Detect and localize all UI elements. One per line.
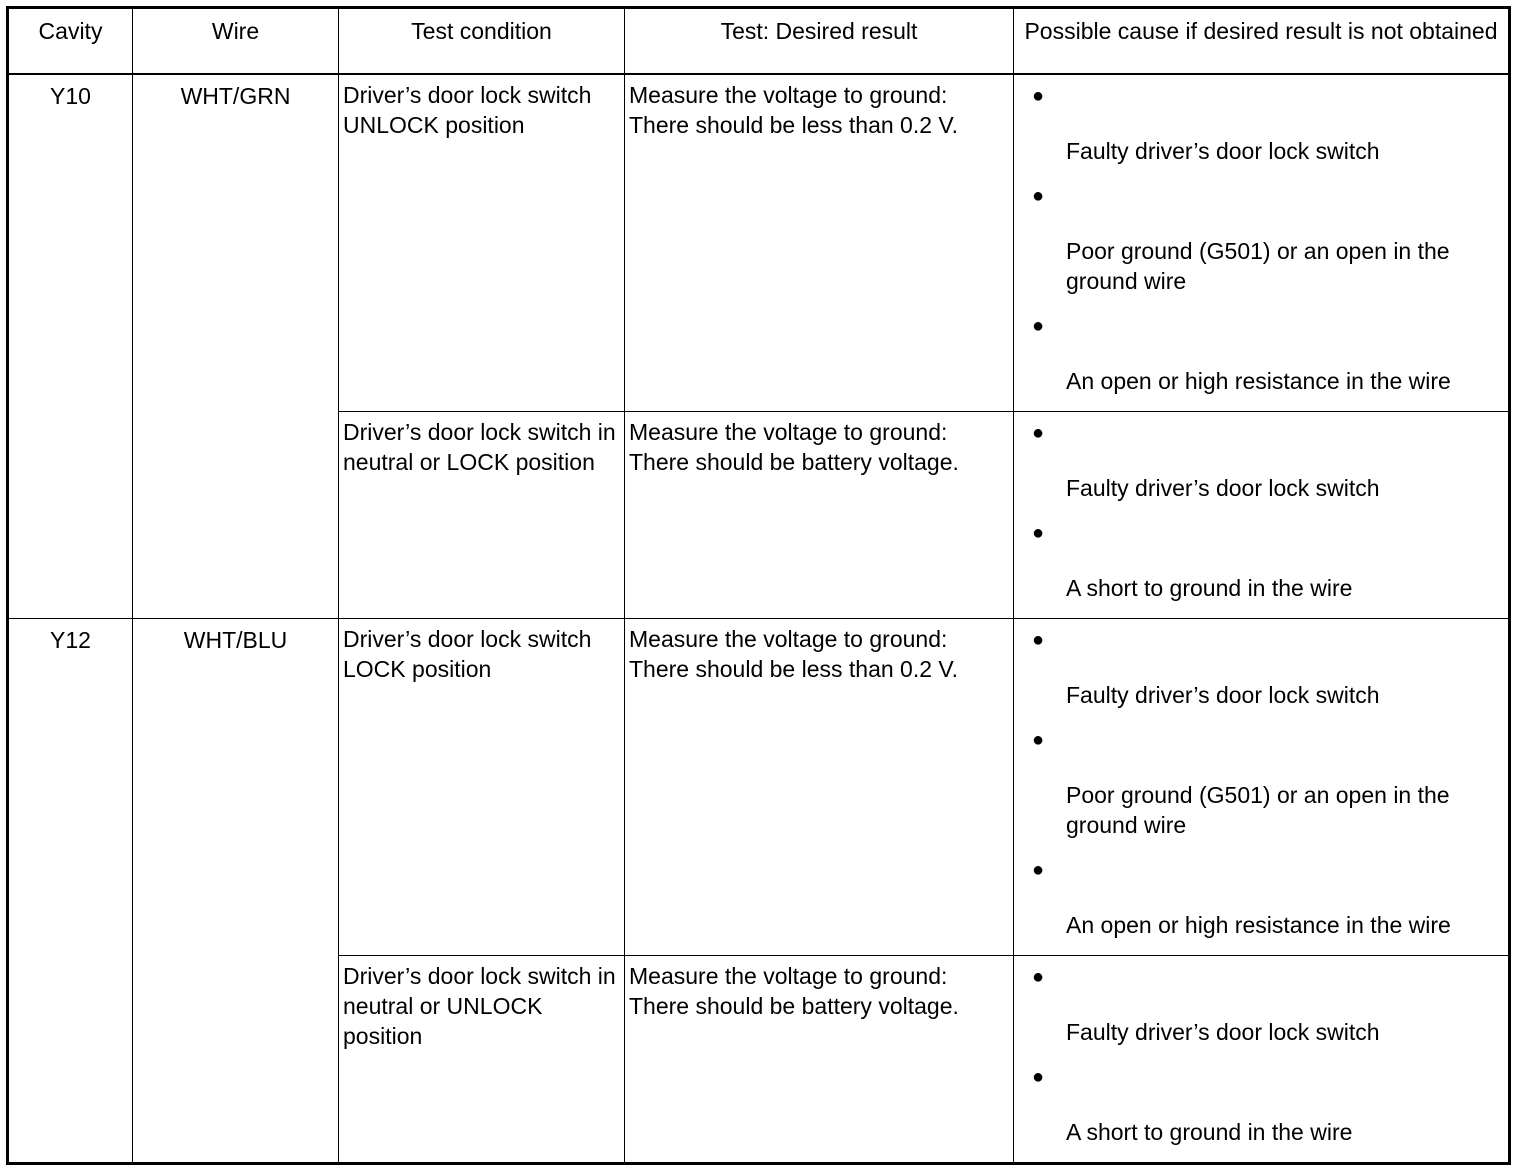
- cause-text: An open or high resistance in the wire: [1066, 911, 1451, 938]
- bullet-icon: ●: [1032, 84, 1045, 107]
- test-condition-cell: Driver’s door lock switch in neutral or UNLOCK position: [339, 955, 625, 1163]
- cause-item: [1032, 518, 1504, 603]
- test-condition-cell: Driver’s door lock switch in neutral or LOCK position: [339, 411, 625, 618]
- table-row: [8, 618, 1510, 955]
- cause-list: [1032, 625, 1504, 940]
- possible-cause-cell: [1014, 411, 1510, 618]
- header-row: [8, 8, 1510, 74]
- header-desired-result: Test: Desired result: [625, 8, 1014, 74]
- cause-list: [1032, 962, 1504, 1147]
- cause-item: [1032, 725, 1504, 840]
- desired-result-cell: Measure the voltage to ground: There should be battery voltage.: [625, 955, 1014, 1163]
- cause-item: [1032, 181, 1504, 296]
- cause-text: Faulty driver’s door lock switch: [1066, 137, 1380, 164]
- possible-cause-cell: [1014, 618, 1510, 955]
- test-condition-cell: Driver’s door lock switch LOCK position: [339, 618, 625, 955]
- cause-text: A short to ground in the wire: [1066, 574, 1353, 601]
- cause-list: [1032, 418, 1504, 603]
- header-wire: Wire: [133, 8, 339, 74]
- cause-text: Faulty driver’s door lock switch: [1066, 474, 1380, 501]
- cause-item: [1032, 418, 1504, 503]
- cause-item: [1032, 1062, 1504, 1147]
- bullet-icon: ●: [1032, 521, 1045, 544]
- bullet-icon: ●: [1032, 421, 1045, 444]
- wire-cell: WHT/GRN: [133, 74, 339, 619]
- desired-result-cell: Measure the voltage to ground: There should be battery voltage.: [625, 411, 1014, 618]
- cause-item: [1032, 81, 1504, 166]
- bullet-icon: ●: [1032, 965, 1045, 988]
- header-possible-cause: Possible cause if desired result is not obtained: [1014, 8, 1510, 74]
- table-header: [8, 8, 1510, 74]
- desired-result-cell: Measure the voltage to ground: There should be less than 0.2 V.: [625, 74, 1014, 412]
- cause-text: Faulty driver’s door lock switch: [1066, 681, 1380, 708]
- cause-item: [1032, 311, 1504, 396]
- cause-text: Faulty driver’s door lock switch: [1066, 1018, 1380, 1045]
- cause-item: [1032, 962, 1504, 1047]
- header-cavity: Cavity: [8, 8, 133, 74]
- possible-cause-cell: [1014, 74, 1510, 412]
- cause-item: [1032, 855, 1504, 940]
- cause-text: Poor ground (G501) or an open in the ground wire: [1066, 781, 1450, 838]
- bullet-icon: ●: [1032, 858, 1045, 881]
- wire-cell: WHT/BLU: [133, 618, 339, 1163]
- bullet-icon: ●: [1032, 728, 1045, 751]
- troubleshooting-table: [6, 6, 1511, 1165]
- desired-result-cell: Measure the voltage to ground: There should be less than 0.2 V.: [625, 618, 1014, 955]
- test-condition-cell: Driver’s door lock switch UNLOCK position: [339, 74, 625, 412]
- possible-cause-cell: [1014, 955, 1510, 1163]
- header-test-condition: Test condition: [339, 8, 625, 74]
- bullet-icon: ●: [1032, 1065, 1045, 1088]
- cause-list: [1032, 81, 1504, 396]
- bullet-icon: ●: [1032, 314, 1045, 337]
- cause-text: A short to ground in the wire: [1066, 1118, 1353, 1145]
- cause-text: Poor ground (G501) or an open in the ground wire: [1066, 237, 1450, 294]
- cavity-cell: Y12: [8, 618, 133, 1163]
- bullet-icon: ●: [1032, 628, 1045, 651]
- cause-item: [1032, 625, 1504, 710]
- table-body: [8, 74, 1510, 1164]
- cavity-cell: Y10: [8, 74, 133, 619]
- cause-text: An open or high resistance in the wire: [1066, 367, 1451, 394]
- bullet-icon: ●: [1032, 184, 1045, 207]
- table-row: [8, 74, 1510, 412]
